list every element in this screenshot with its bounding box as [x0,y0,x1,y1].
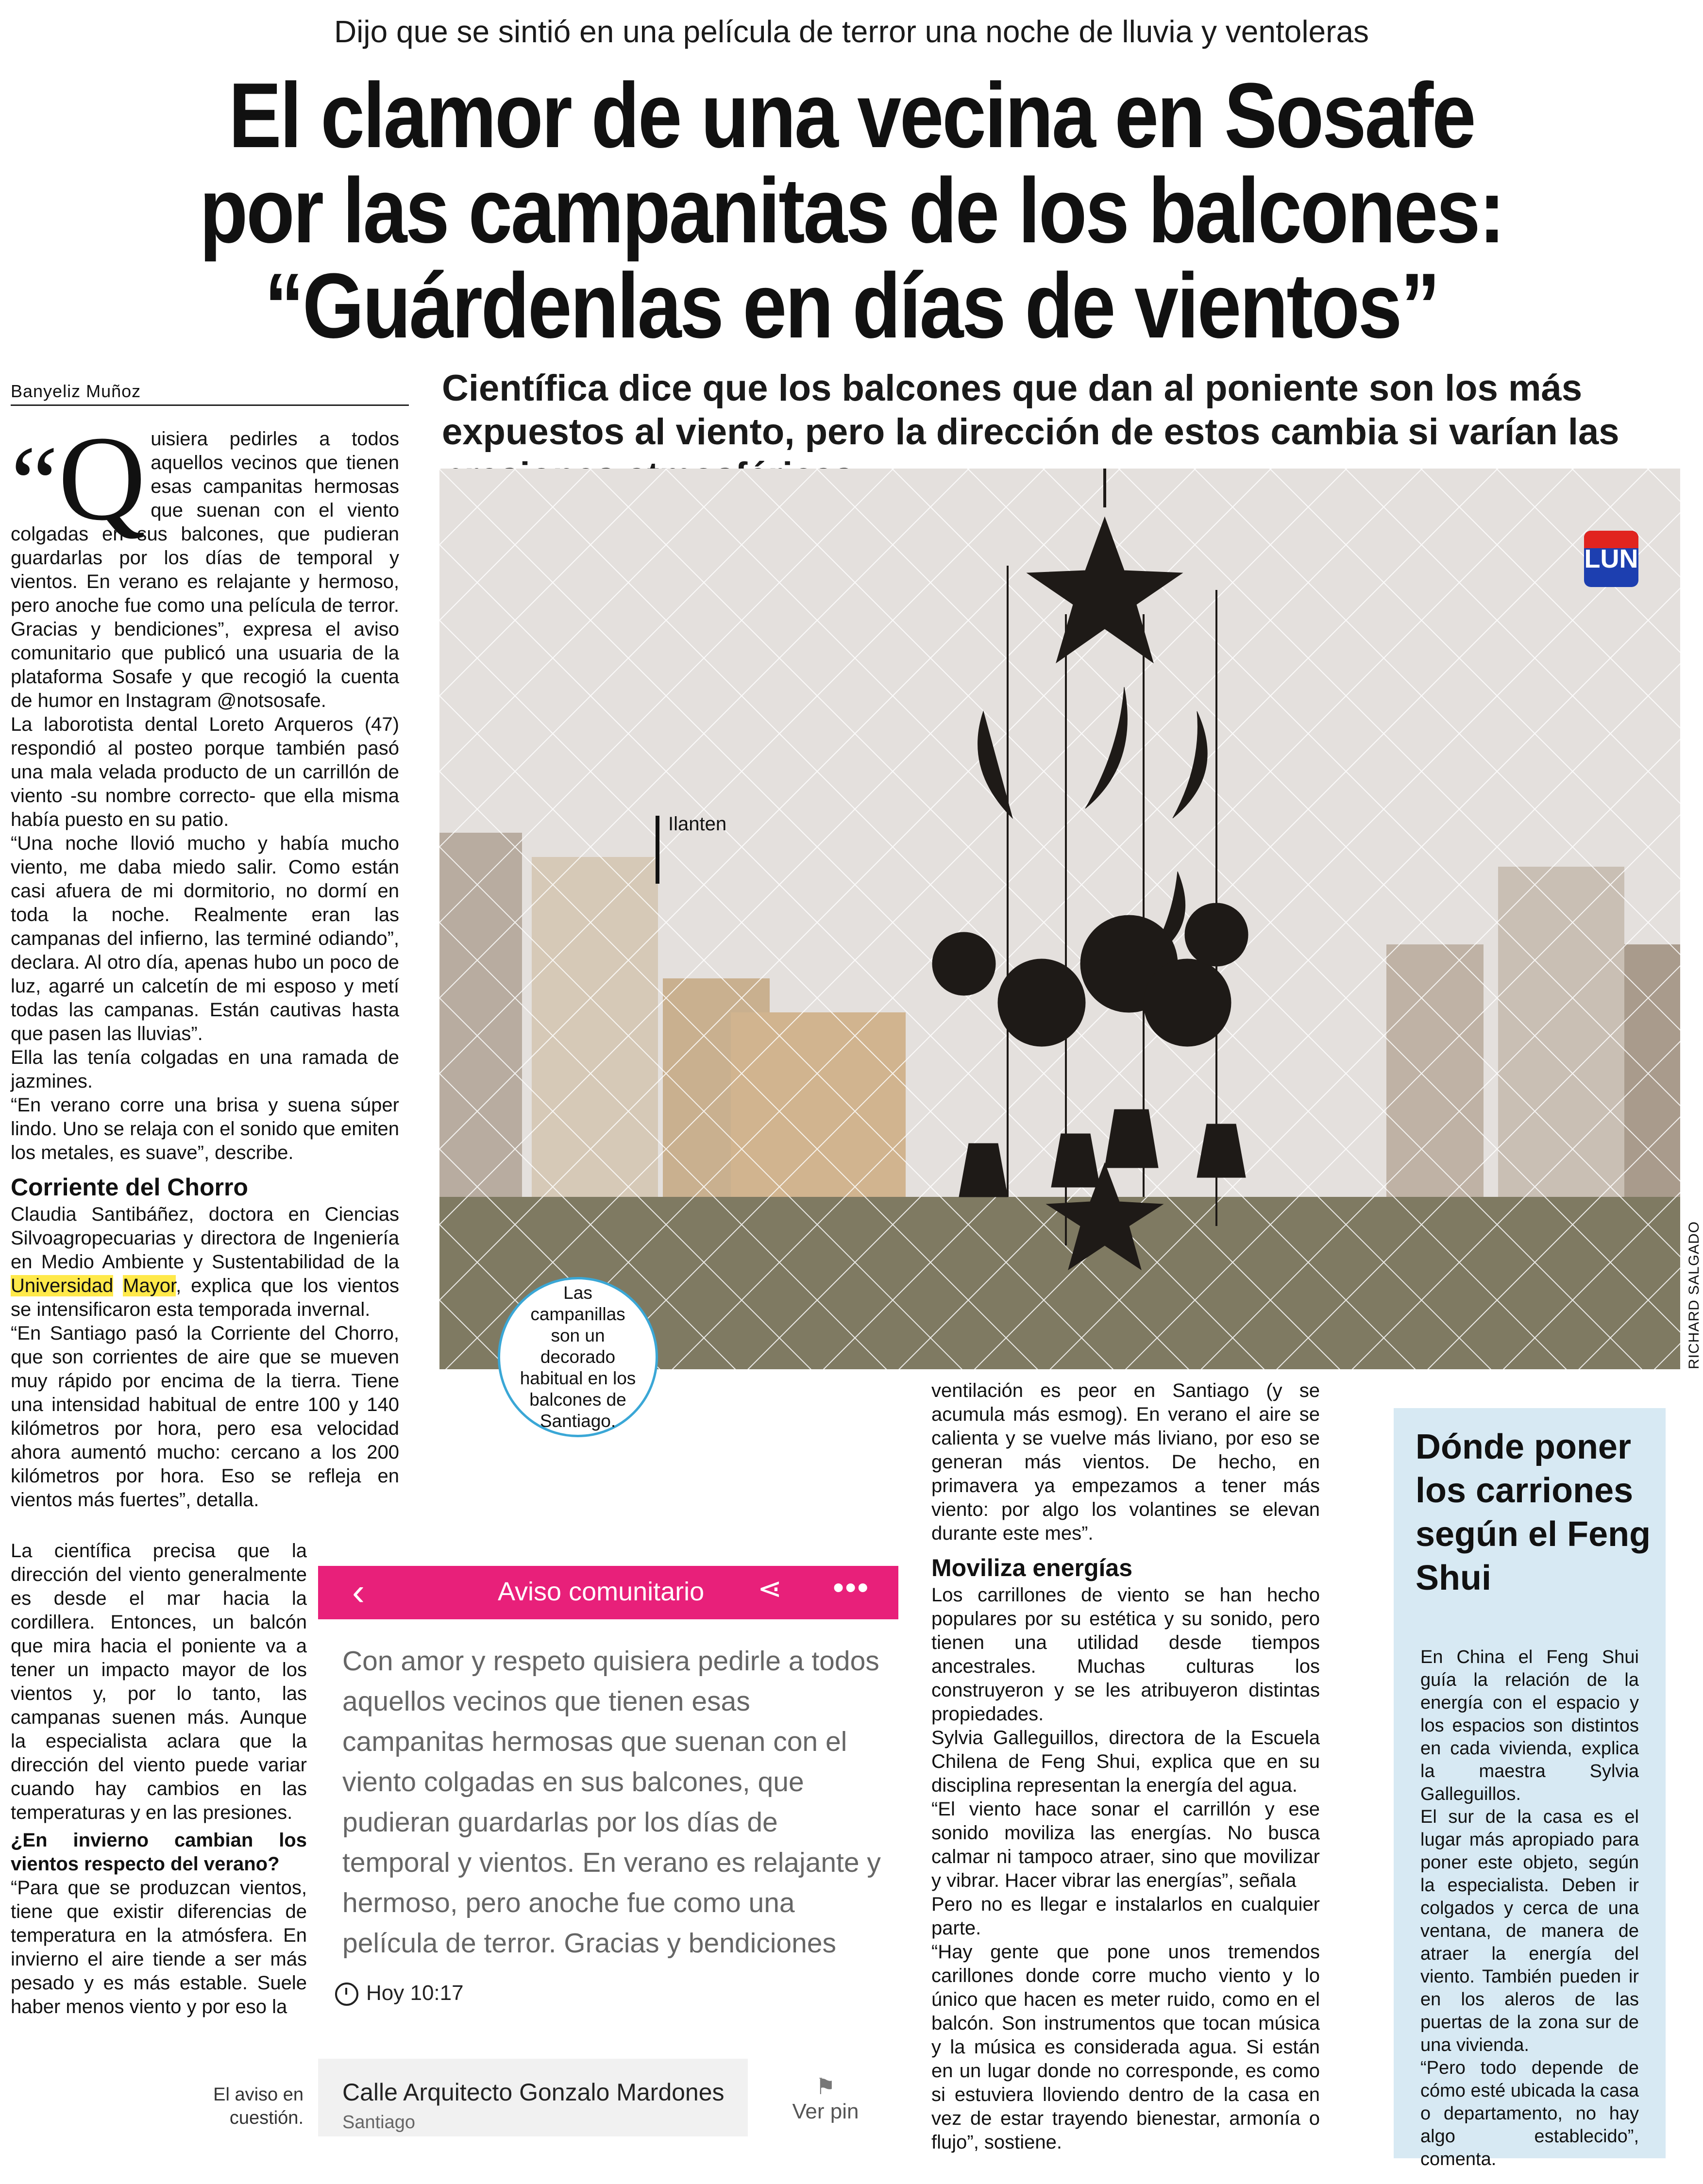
clock-icon [335,1982,358,2006]
article-column-1 [11,411,399,1512]
subheading: Corriente del Chorro [11,1174,248,1201]
paragraph: “El viento hace sonar el carrillón y ese sonido moviliza las energías. No busca calmar ni tampoco atraer, sino que movilizar y vibrar. Hacer vibrar las energías”, señala [931,1798,1320,1891]
paragraph: “En verano corre una brisa y suena súper lindo. Uno se relaja con el sonido que emiten los metales, es suave”, describe. [11,1094,399,1163]
post-time: Hoy 10:17 [335,1981,464,2006]
lun-logo: LUN [1584,531,1638,587]
paragraph: El sur de la casa es el lugar más apropiado para poner este objeto, según la especialista. Deben ir colgados y cerca de una ventana, de manera de atraer la energía del viento. También pueden ir en los aleros de las puertas de la zona sur de una vivienda. [1420,1807,1639,2055]
paragraph: “En Santiago pasó la Corriente del Chorro, que son corrientes de aire que se mueven muy rápido por encima de la tierra. Tiene una intensidad habitual de entre 100 y 140 kilómetros por hora, pero esa velocidad ahora aumentó mucho: cercano a los 200 kilómetros por hora. Eso se refleja en vientos más fuertes”, detalla. [11,1323,399,1511]
sidebar-box [1394,1408,1666,2169]
article-column-2 [931,1379,1320,2154]
app-title: Aviso comunitario [498,1577,705,1606]
article-column-1-lower [11,1539,307,2019]
paragraph: “Una noche llovió mucho y había mucho viento, me daba miedo salir. Como están casi afuera de mi dormitorio, no dormí en toda la noche. Realmente eran las campanas del infierno, las terminé odiando”, declara. Al otro día, apenas hubo un poco de luz, agarré un calcetín de mi esposo y metí todas las campanas. Están cautivas hasta que pasen las lluvias”. [11,833,399,1044]
deck: Científica dice que los balcones que dan al poniente son los más expuestos al viento, pero la dirección de estos cambia si varían las [442,368,1619,453]
address-card[interactable] [318,2059,748,2136]
screenshot-caption: El aviso en cuestión. [213,2084,304,2128]
paragraph: La laborotista dental Loreto Arqueros (47) respondió al posteo porque también pasó una mala velada producto de un carrillón de viento -su nombre correcto- que ella misma había puesto en su patio. [11,714,399,830]
wind-chime-illustration [439,469,1680,1369]
byline: Banyeliz Muñoz [11,381,409,406]
paragraph: “Hay gente que pone unos tremendos carillones donde corre mucho viento y lo único que hacen es meter ruido, como en el balcón. Son instrumentos que tocan música y la música es considerada agua. Si están en un lugar donde no corresponde, es como si estuviera lloviendo dentro de la casa en vez de estar trayendo bienestar, armonía o flujo”, sostiene. [931,1941,1320,2153]
kicker: Dijo que se sintió en una película de terror una noche de lluvia y ventoleras [334,14,1369,49]
paragraph: La científica precisa que la dirección del viento generalmente es desde el mar hacia la cordillera. Entonces, un balcón que mira hacia el poniente va a tener un impacto mayor de los vientos y, por lo tanto, las campanas suenen más. Aunque la especialista aclara que la dirección del viento puede variar cuando hay cambios en las temperaturas y en las presiones. [11,1540,307,1823]
more-icon[interactable]: ••• [833,1569,870,1605]
paragraph: “Pero todo depende de cómo esté ubicada la casa o departamento, no hay algo establecido”, comenta. [1420,2058,1639,2169]
paragraph: Claudia Santibáñez, doctora en Ciencias Silvoagropecuarias y directora de Ingeniería en Medio Ambiente y Sustentabilidad de la Universidad Mayor, explica que los vientos se intensificaron esta temporada invernal. [11,1204,399,1320]
photo-tag: Ilanten [656,816,659,884]
paragraph: Ella las tenía colgadas en una ramada de jazmines. [11,1047,399,1092]
sidebar-title: Dónde poner los carriones según el Feng Shui [1416,1428,1651,1597]
notice-message: Con amor y respeto quisiera pedirle a todos aquellos vecinos que tienen esas campanitas hermosas que suenan con el viento colgadas en sus balcones, que pudieran guardarlas por los días de temporal y vientos. En verano es relajante y hermoso, pero anoche fue como una película de terror. Gracias y bendiciones [342,1646,881,1959]
headline-line-2: por las campanitas de los balcones: [199,159,1504,262]
map-pin-icon: ⚑ [815,2074,836,2099]
photo-credit: RICHARD SALGADO [1686,1221,1702,1369]
paragraph: Los carrillones de viento se han hecho populares por su estética y su sonido, pero tienen una utilidad desde tiempos ancestrales. Muchas culturas los construyeron y se les atribuyeron distintas propiedades. [931,1584,1320,1725]
sidebar-body [1420,1646,1639,2171]
address-city: Santiago [342,2112,416,2133]
app-header-bar [318,1566,898,1619]
paragraph: ventilación es peor en Santiago (y se acumula más esmog). En verano el aire se calienta y se vuelve más liviano, por eso se generan más vientos. De hecho, en primavera ya empezamos a tener más viento: por algo los volantines se elevan durante este mes”. [931,1380,1320,1544]
question: ¿En invierno cambian los vientos respecto del verano? [11,1830,307,1875]
drop-cap: “Q [11,411,146,546]
paragraph: En China el Feng Shui guía la relación de la energía con el espacio y los espacios son distintos en cada vivienda, explica la maestra Sylvia Galleguillos. [1420,1647,1639,1804]
highlight: Universidad [11,1275,114,1296]
photo-wind-chime [439,469,1680,1369]
paragraph: “Para que se produzcan vientos, tiene que existir diferencias de temperatura en la atmósfera. En invierno el aire tiende a ser más pesado y es más estable. Suele haber menos viento y por eso la [11,1877,307,2017]
subheading: Moviliza energías [931,1554,1133,1581]
photo-caption: Las campanillas son un decorado habitual en los balcones de Santiago. [498,1277,658,1437]
address-line: Calle Arquitecto Gonzalo Mardones [342,2079,725,2106]
headline-line-3: “Guárdenlas en días de vientos” [264,254,1439,357]
share-icon[interactable]: ⋖ [758,1572,782,1605]
view-pin-button[interactable]: ⚑ Ver pin [777,2073,874,2124]
headline [169,64,1534,357]
headline-line-1: El clamor de una vecina en Sosafe [228,64,1475,167]
back-icon[interactable]: ‹ [352,1570,365,1613]
highlight: Mayor [123,1275,176,1296]
paragraph: Sylvia Galleguillos, directora de la Escuela Chilena de Feng Shui, explica que en su disciplina representan la energía del agua. [931,1727,1320,1796]
lead-paragraph: “Q uisiera pedirles a todos aquellos vecinos que tienen esas campanitas hermosas que suenan con el viento colgadas en sus balcones, que pudieran guardarlas por los días de temporal y vientos. En verano es relajante y hermoso, pero anoche fue como una película de terror. Gracias y bendiciones”, expresa el aviso comunitario que publicó una usuaria de la plataforma Sosafe y que recogió la cuenta de humor en Instagram @notsosafe. [11,411,399,711]
paragraph: Pero no es llegar e instalarlos en cualquier parte. [931,1894,1320,1939]
